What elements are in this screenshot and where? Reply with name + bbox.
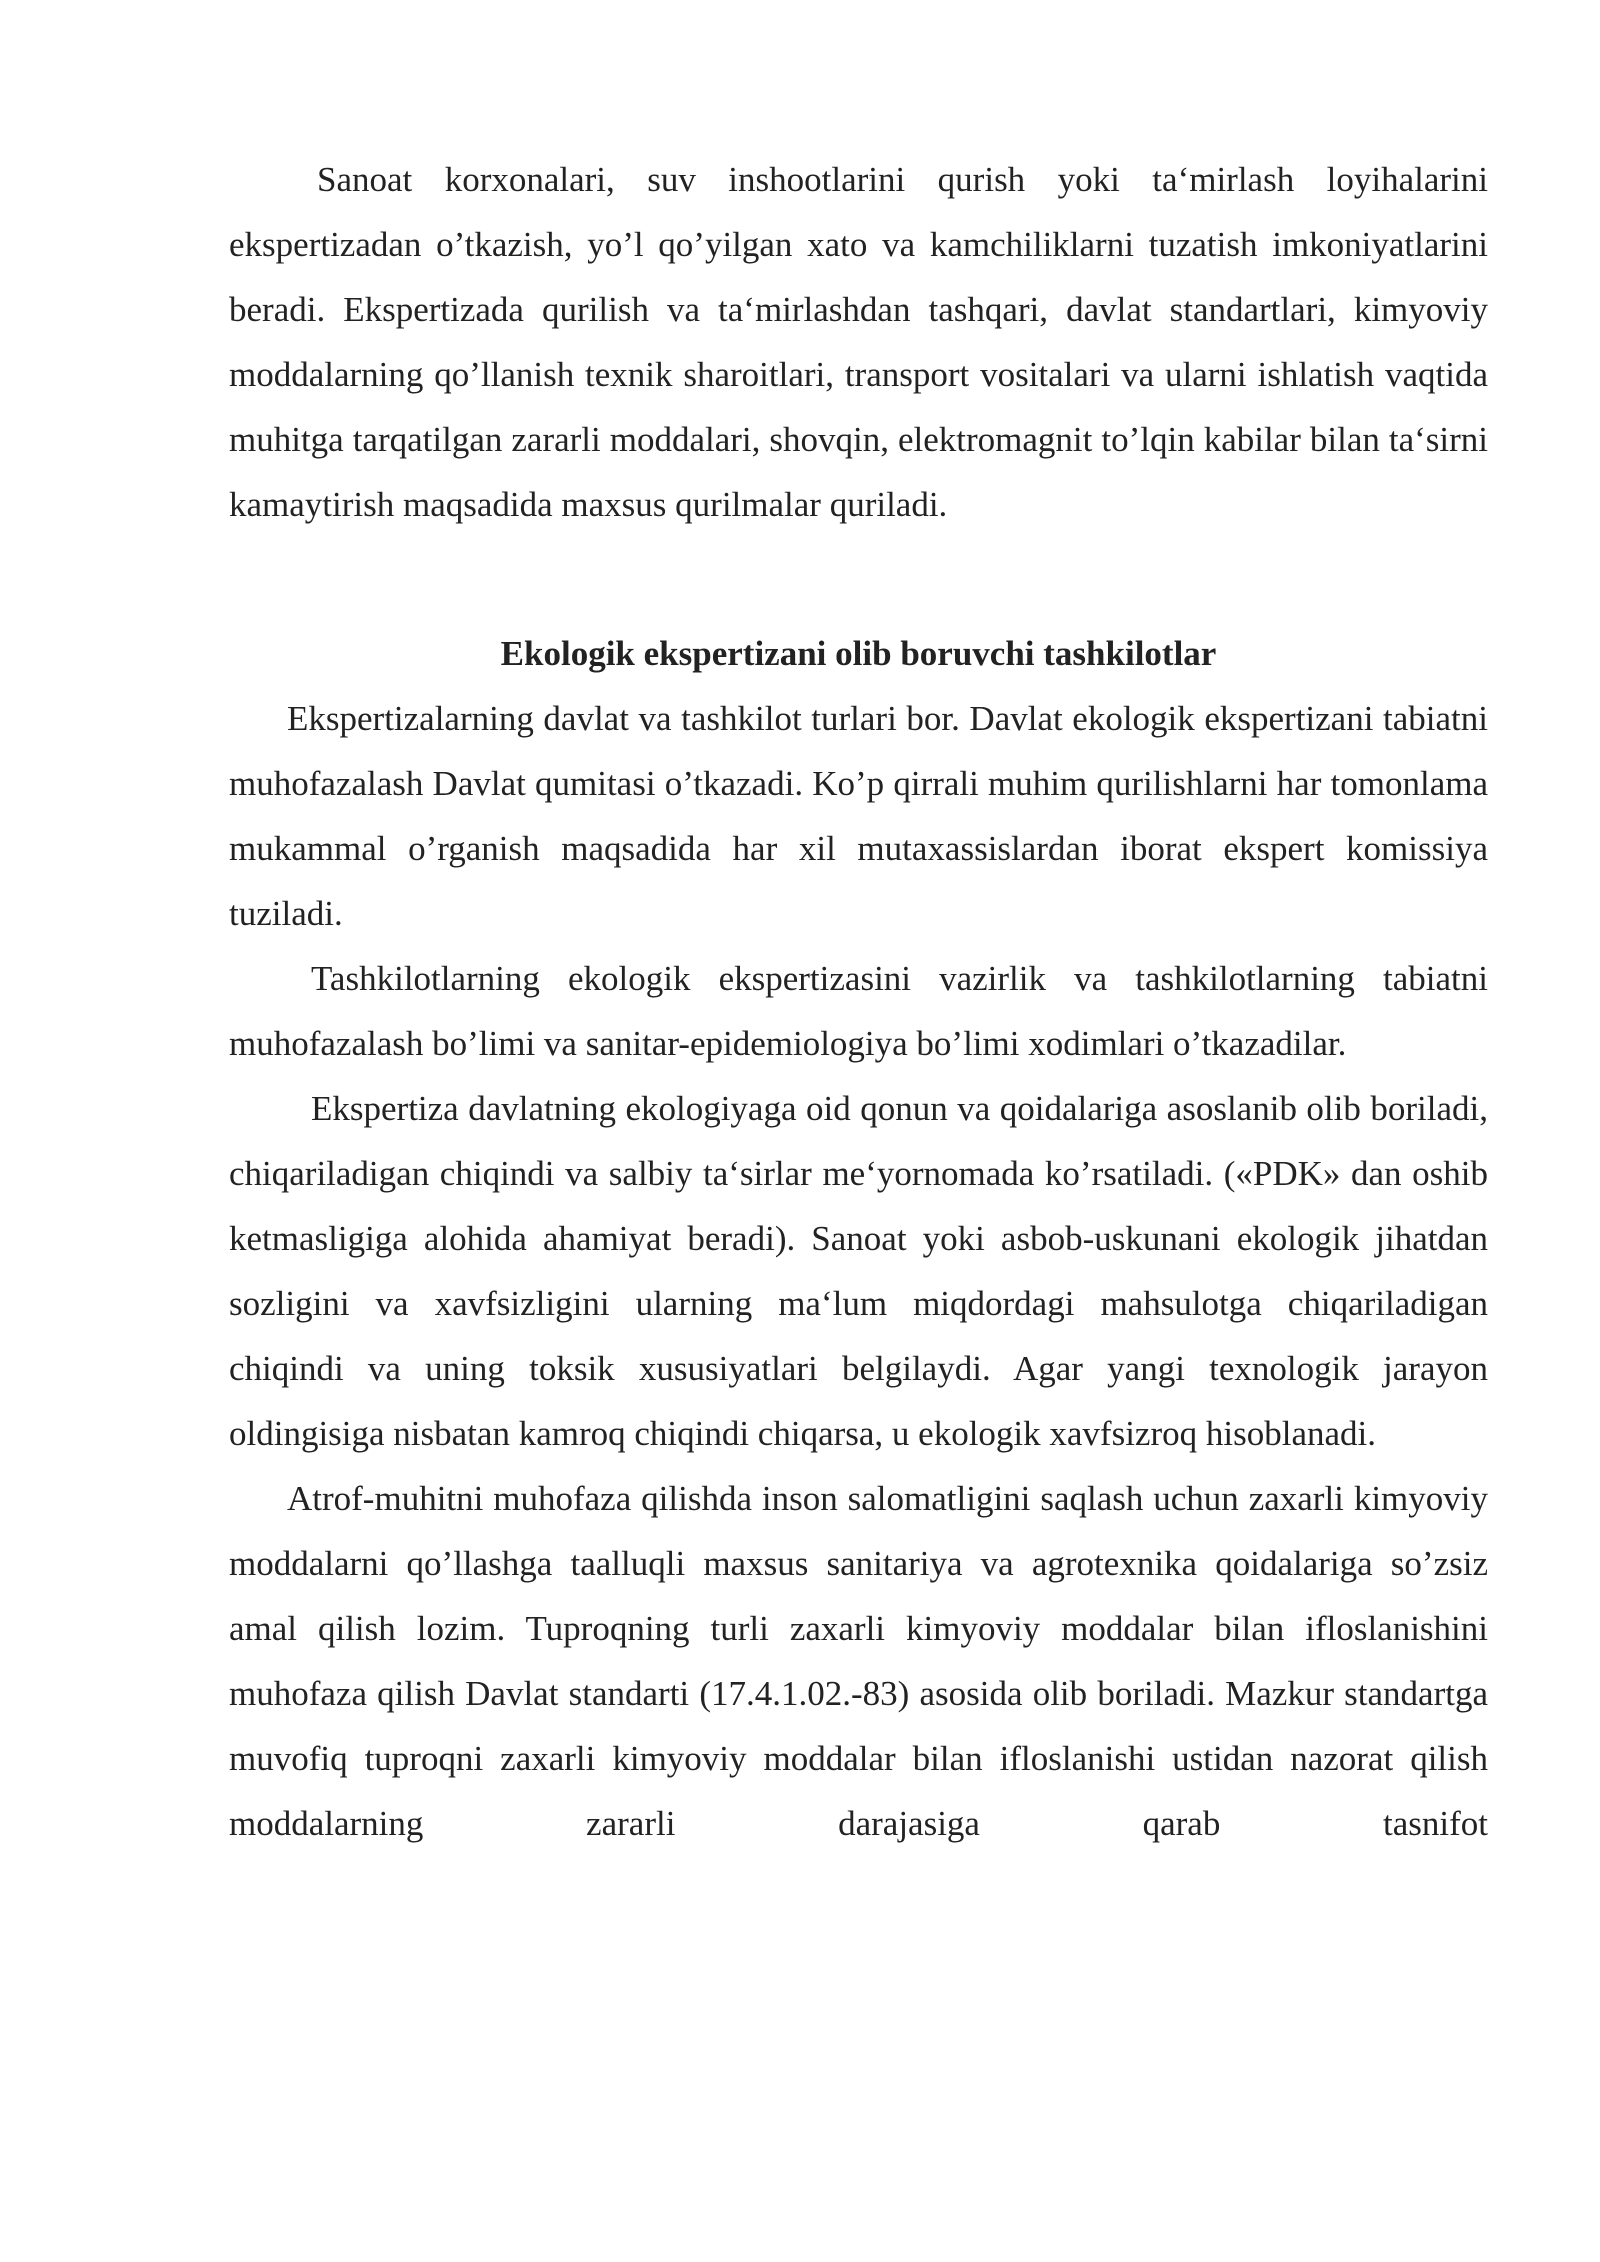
document-body	[229, 147, 1488, 1856]
paragraph-environment-protection: Atrof-muhitni muhofaza qilishda inson salomatligini saqlash uchun zaxarli kimyoviy moddalarni qo’llashga taalluqli maxsus sanitariya va agrotexnika qoidalariga so’zsiz amal qilish lozim. Tuproqning turli zaxarli kimyoviy moddalar bilan ifloslanishini muhofaza qilish Davlat standarti (17.4.1.02.-83) asosida olib boriladi. Mazkur standartga muvofiq tuproqni zaxarli kimyoviy moddalar bilan ifloslanishi ustidan nazorat qilish moddalarning zararli darajasiga qarab tasnifot	[229, 1479, 1488, 1843]
paragraph-organization-expertise: Tashkilotlarning ekologik ekspertizasini vazirlik va tashkilotlarning tabiatni muhofazalash bo’limi va sanitar-epidemiologiya bo’limi xodimlari o’tkazadilar.	[229, 959, 1488, 1063]
section-heading: Ekologik ekspertizani olib boruvchi tashkilotlar	[500, 634, 1217, 673]
paragraph-expertise-types: Ekspertizalarning davlat va tashkilot turlari bor. Davlat ekologik ekspertizani tabiatni muhofazalash Davlat qumitasi o’tkazadi. Ko’p qirrali muhim qurilishlarni har tomonlama mukammal o’rganish maqsadida har xil mutaxassislardan iborat ekspert komissiya tuziladi.	[229, 699, 1488, 933]
paragraph-expertise-law: Ekspertiza davlatning ekologiyaga oid qonun va qoidalariga asoslanib olib boriladi, chiqariladigan chiqindi va salbiy ta‘sirlar me‘yornomada ko’rsatiladi. («PDK» dan oshib ketmasligiga alohida ahamiyat beradi). Sanoat yoki asbob-uskunani ekologik jihatdan sozligini va xavfsizligini ularning ma‘lum miqdordagi mahsulotga chiqariladigan chiqindi va uning toksik xususiyatlari belgilaydi. Agar yangi texnologik jarayon oldingisiga nisbatan kamroq chiqindi chiqarsa, u ekologik xavfsizroq hisoblanadi.	[229, 1089, 1488, 1453]
paragraph-expertise-purpose: Sanoat korxonalari, suv inshootlarini qurish yoki ta‘mirlash loyihalarini ekspertizadan o’tkazish, yo’l qo’yilgan xato va kamchiliklarni tuzatish imkoniyatlarini beradi. Ekspertizada qurilish va ta‘mirlashdan tashqari, davlat standartlari, kimyoviy moddalarning qo’llanish texnik sharoitlari, transport vositalari va ularni ishlatish vaqtida muhitga tarqatilgan zararli moddalari, shovqin, elektromagnit to’lqin kabilar bilan ta‘sirni kamaytirish maqsadida maxsus qurilmalar quriladi.	[229, 160, 1488, 524]
